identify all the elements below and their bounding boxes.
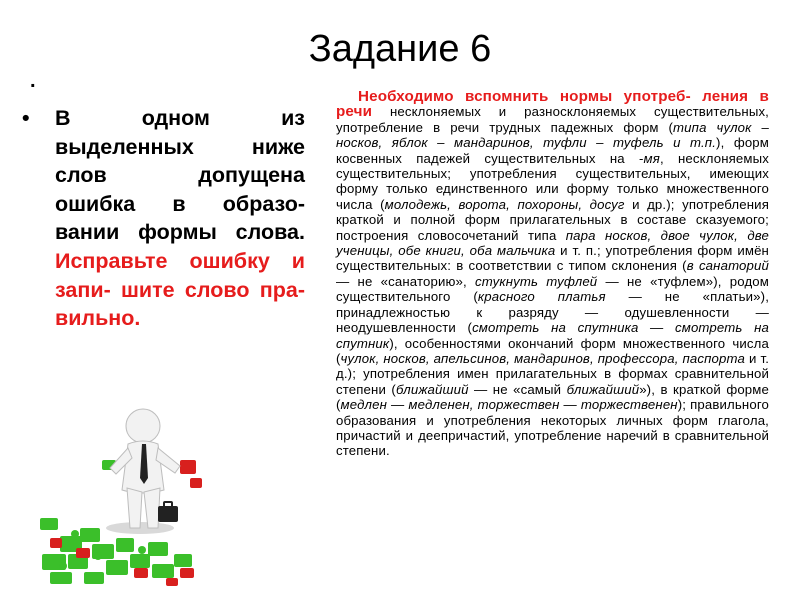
rules-example-italic: в санаторий: [686, 258, 769, 274]
rules-note-lead: Необходимо вспомнить нормы употреб- ления в речи: [336, 88, 769, 121]
bullet-text: [22, 104, 305, 333]
rules-example-italic: молодежь, ворота, похороны, досуг: [384, 196, 625, 212]
rules-example-italic: стукнуть туфлей: [475, 273, 598, 289]
task-bullet: [22, 104, 305, 333]
rules-text: — не «самый: [468, 381, 567, 397]
rules-example-italic: чулок, носков, апельсинов, мандаринов, профессора, паспорта: [340, 350, 745, 366]
rules-example-italic: типа чулок – носков, яблок – мандаринов, туфли – туфель и т.п.: [336, 119, 769, 151]
rules-example-italic: ближайший: [395, 381, 469, 397]
rules-text: и т. д.); употребления имен прилагательных в формах сравнительной степени (: [336, 350, 770, 397]
rules-text: — не «туфлем»), родом существительного (: [336, 273, 770, 305]
slide-title: Задание 6: [308, 28, 492, 70]
rules-text: несклоняемых и разносклоняемых существительных, употребление в речи трудных падежных форм (: [336, 104, 769, 135]
rules-example-italic: медлен — медленен, торжествен — торжественен: [340, 397, 678, 413]
rules-example-italic: мя: [643, 150, 660, 166]
rules-text: и т. п.; употребления форм имён существительных: в соответствии с типом склонения (: [336, 243, 769, 274]
rules-note-body: [336, 104, 769, 458]
rules-text: ); правильного образования и употребления некоторых личных форм глагола, причастий и деепричастий, употребление наречий в сравнительной степени.: [336, 397, 769, 459]
rules-example-italic: смотреть на спутника — смотреть на спутник: [336, 320, 769, 351]
rules-text: ), особенностями окончаний форм множественного числа (: [336, 335, 769, 366]
task-instruction: В одном из выделенных ниже слов допущена ошибка в образо- вании формы слова.: [55, 106, 305, 245]
rules-example-italic: красного платья: [477, 289, 606, 305]
rules-note: [336, 89, 769, 459]
rules-text: и др.); употребления краткой и полной форм прилагательных в составе сказуемого; построения словосочетаний типа: [336, 196, 769, 243]
stray-dot: .: [30, 70, 36, 92]
puzzle-person-illustration: [30, 378, 260, 588]
rules-example-italic: ближайший: [566, 381, 640, 397]
bullet-mark: •: [22, 106, 30, 130]
task-instruction-red: Исправьте ошибку и запи- шите слово пра- вильно.: [55, 248, 305, 331]
rules-text: — не «платьи»), принадлежностью к разряду — одушевленности — неодушевленности (: [336, 289, 770, 336]
rules-text: , несклоняемых существительных; употребления существительных, имеющих форму только единственного или форму только множественного числа (: [336, 150, 769, 212]
rules-text: »), в краткой форме (: [336, 381, 769, 413]
rules-text: — не «санаторию»,: [336, 273, 475, 289]
rules-example-italic: пара носков, двое чулок, две ученицы, обе книги, оба мальчика: [336, 227, 769, 259]
rules-text: ), форм косвенных падежей существительных на -: [336, 135, 769, 166]
